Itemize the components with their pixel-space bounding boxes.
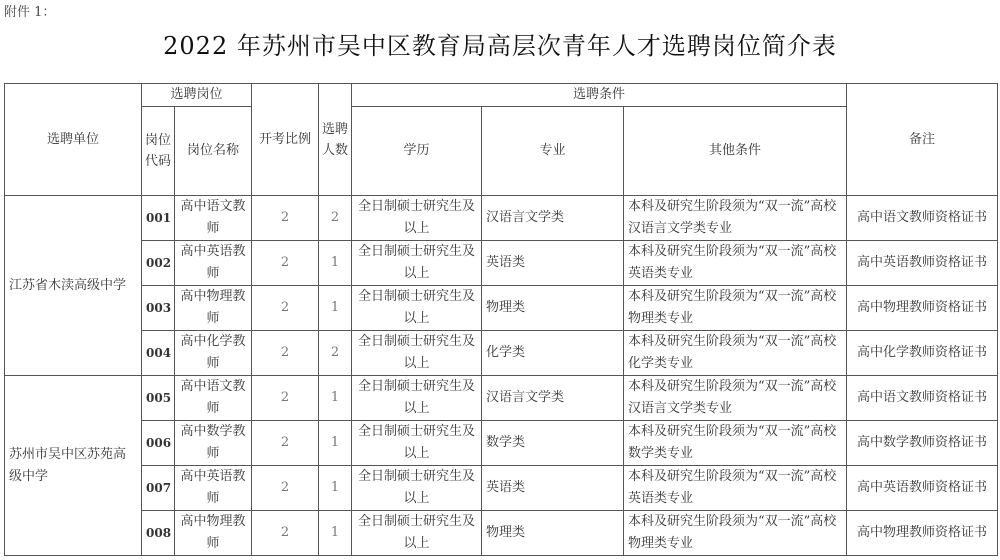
position-code: 006 — [142, 421, 175, 466]
other-conditions-cell: 本科及研究生阶段须为“双一流”高校物理类专业 — [624, 286, 847, 331]
exam-ratio: 2 — [252, 196, 319, 241]
position-name: 高中物理教师 — [175, 286, 252, 331]
header-position-group: 选聘岗位 — [142, 84, 252, 107]
position-name: 高中物理教师 — [175, 511, 252, 556]
unit-cell: 苏州市吴中区苏苑高级中学 — [5, 376, 142, 556]
hire-count: 1 — [319, 511, 352, 556]
exam-ratio: 2 — [252, 331, 319, 376]
remark-cell: 高中英语教师资格证书 — [847, 466, 998, 511]
position-name: 高中数学教师 — [175, 421, 252, 466]
table-row — [5, 241, 998, 286]
position-code: 002 — [142, 241, 175, 286]
page-title: 2022 年苏州市吴中区教育局高层次青年人才选聘岗位简介表 — [163, 32, 837, 60]
position-name: 高中语文教师 — [175, 196, 252, 241]
education-cell: 全日制硕士研究生及以上 — [352, 331, 482, 376]
header-name: 岗位名称 — [175, 107, 252, 196]
position-code: 007 — [142, 466, 175, 511]
table-row — [5, 286, 998, 331]
hire-count: 2 — [319, 331, 352, 376]
exam-ratio: 2 — [252, 511, 319, 556]
other-conditions-cell: 本科及研究生阶段须为“双一流”高校化学类专业 — [624, 331, 847, 376]
header-count: 选聘人数 — [319, 84, 352, 196]
hire-count: 1 — [319, 241, 352, 286]
other-conditions-cell: 本科及研究生阶段须为“双一流”高校汉语言文学类专业 — [624, 196, 847, 241]
remark-cell: 高中语文教师资格证书 — [847, 376, 998, 421]
other-conditions-cell: 本科及研究生阶段须为“双一流”高校汉语言文学类专业 — [624, 376, 847, 421]
remark-cell: 高中数学教师资格证书 — [847, 421, 998, 466]
other-conditions-cell: 本科及研究生阶段须为“双一流”高校物理类专业 — [624, 511, 847, 556]
major-cell: 物理类 — [482, 286, 624, 331]
other-conditions-cell: 本科及研究生阶段须为“双一流”高校英语类专业 — [624, 241, 847, 286]
education-cell: 全日制硕士研究生及以上 — [352, 196, 482, 241]
position-name: 高中化学教师 — [175, 331, 252, 376]
major-cell: 化学类 — [482, 331, 624, 376]
positions-table — [4, 83, 998, 556]
exam-ratio: 2 — [252, 241, 319, 286]
header-education: 学历 — [352, 107, 482, 196]
attachment-label: 附件 1： — [4, 5, 56, 20]
education-cell: 全日制硕士研究生及以上 — [352, 511, 482, 556]
hire-count: 2 — [319, 196, 352, 241]
position-code: 004 — [142, 331, 175, 376]
major-cell: 英语类 — [482, 466, 624, 511]
position-code: 001 — [142, 196, 175, 241]
exam-ratio: 2 — [252, 376, 319, 421]
header-code: 岗位代码 — [142, 107, 175, 196]
header-remarks: 备注 — [847, 84, 998, 196]
education-cell: 全日制硕士研究生及以上 — [352, 376, 482, 421]
table-row — [5, 466, 998, 511]
hire-count: 1 — [319, 466, 352, 511]
exam-ratio: 2 — [252, 421, 319, 466]
major-cell: 数学类 — [482, 421, 624, 466]
other-conditions-cell: 本科及研究生阶段须为“双一流”高校数学类专业 — [624, 421, 847, 466]
table-row — [5, 511, 998, 556]
major-cell: 汉语言文学类 — [482, 196, 624, 241]
remark-cell: 高中物理教师资格证书 — [847, 511, 998, 556]
education-cell: 全日制硕士研究生及以上 — [352, 241, 482, 286]
remark-cell: 高中英语教师资格证书 — [847, 241, 998, 286]
remark-cell: 高中语文教师资格证书 — [847, 196, 998, 241]
header-other: 其他条件 — [624, 107, 847, 196]
education-cell: 全日制硕士研究生及以上 — [352, 286, 482, 331]
header-ratio: 开考比例 — [252, 84, 319, 196]
education-cell: 全日制硕士研究生及以上 — [352, 421, 482, 466]
header-major: 专业 — [482, 107, 624, 196]
table-row — [5, 196, 998, 241]
major-cell: 汉语言文学类 — [482, 376, 624, 421]
position-code: 003 — [142, 286, 175, 331]
exam-ratio: 2 — [252, 466, 319, 511]
header-conditions: 选聘条件 — [352, 84, 847, 107]
table-row — [5, 421, 998, 466]
header-unit: 选聘单位 — [5, 84, 142, 196]
hire-count: 1 — [319, 376, 352, 421]
position-name: 高中英语教师 — [175, 466, 252, 511]
position-name: 高中语文教师 — [175, 376, 252, 421]
remark-cell: 高中化学教师资格证书 — [847, 331, 998, 376]
remark-cell: 高中物理教师资格证书 — [847, 286, 998, 331]
exam-ratio: 2 — [252, 286, 319, 331]
position-code: 008 — [142, 511, 175, 556]
hire-count: 1 — [319, 421, 352, 466]
table-row — [5, 376, 998, 421]
major-cell: 英语类 — [482, 241, 624, 286]
unit-cell: 江苏省木渎高级中学 — [5, 196, 142, 376]
table-row — [5, 331, 998, 376]
major-cell: 物理类 — [482, 511, 624, 556]
hire-count: 1 — [319, 286, 352, 331]
other-conditions-cell: 本科及研究生阶段须为“双一流”高校英语类专业 — [624, 466, 847, 511]
position-name: 高中英语教师 — [175, 241, 252, 286]
position-code: 005 — [142, 376, 175, 421]
education-cell: 全日制硕士研究生及以上 — [352, 466, 482, 511]
